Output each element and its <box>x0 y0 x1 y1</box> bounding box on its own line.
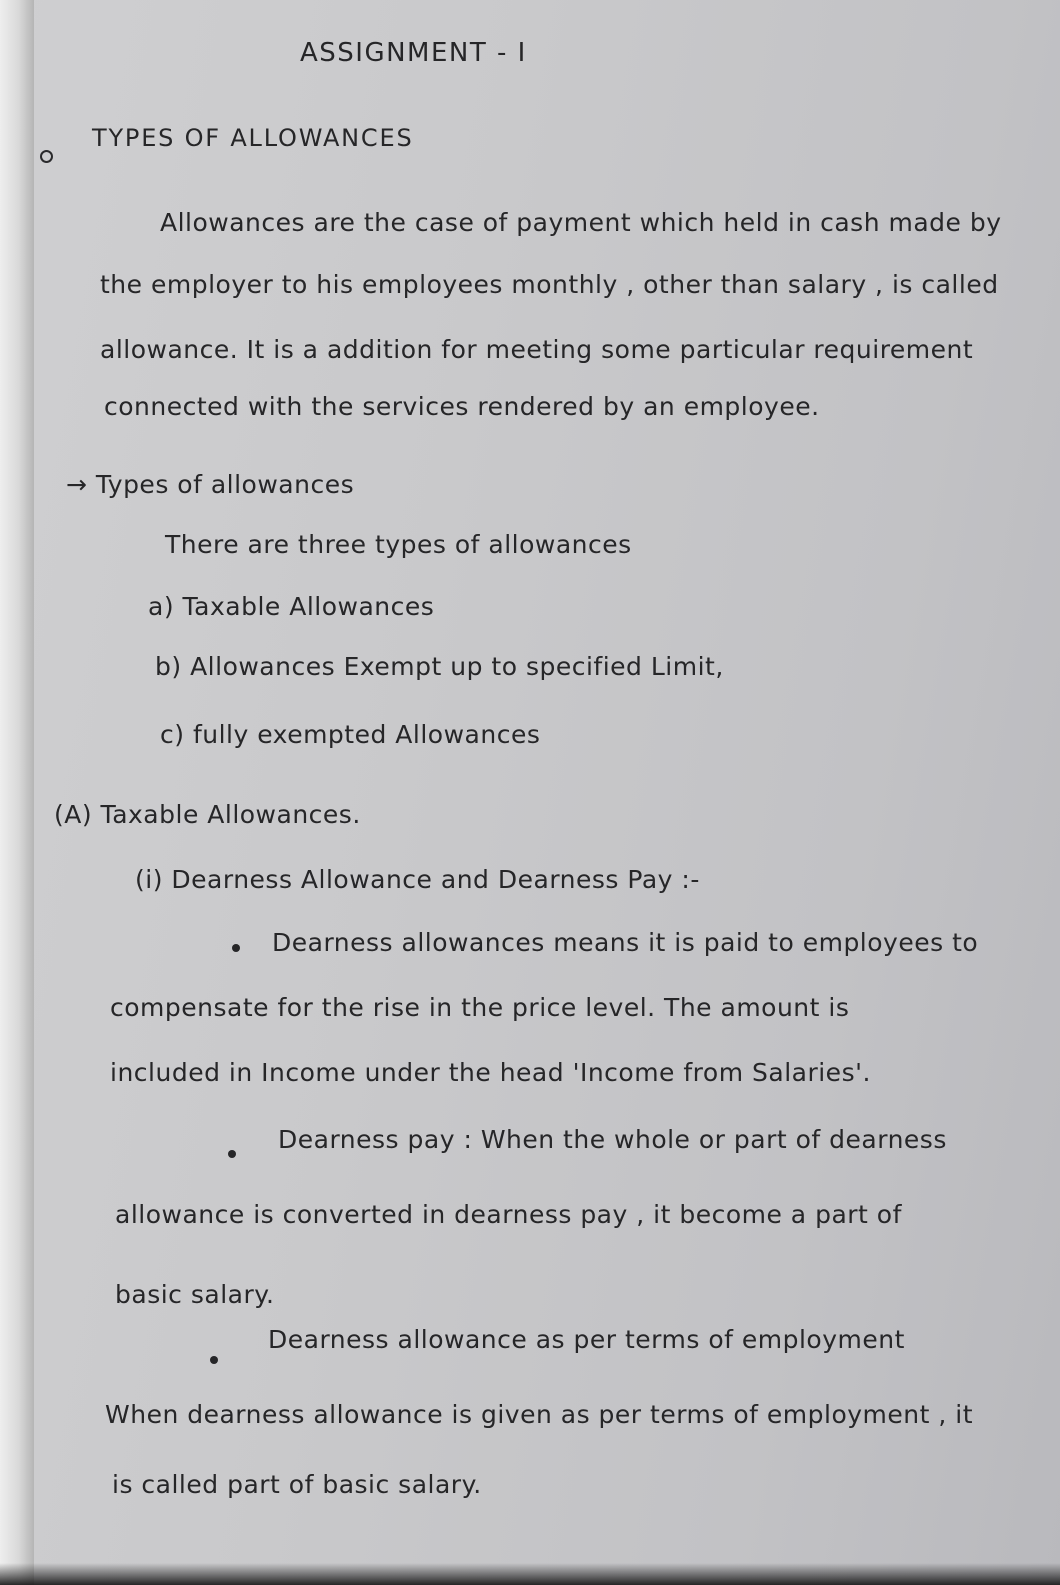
text-line: included in Income under the head 'Income from Salaries'. <box>110 1058 871 1087</box>
bullet-dot-icon <box>228 1150 236 1158</box>
page-binding-edge <box>0 0 34 1585</box>
list-item: a) Taxable Allowances <box>148 592 435 621</box>
text-line: When dearness allowance is given as per terms of employment , it <box>105 1400 974 1429</box>
text-line: is called part of basic salary. <box>112 1470 482 1499</box>
text-line: There are three types of allowances <box>165 530 632 559</box>
bullet-dot-icon <box>210 1356 218 1364</box>
text-line: connected with the services rendered by an employee. <box>104 392 820 421</box>
bullet-dot-icon <box>232 944 240 952</box>
text-line: compensate for the rise in the price level. The amount is <box>110 993 850 1022</box>
text-line: basic salary. <box>115 1280 275 1309</box>
assignment-title: ASSIGNMENT - I <box>300 38 527 68</box>
text-line: Allowances are the case of payment which held in cash made by <box>160 208 1002 237</box>
text-line: the employer to his employees monthly , other than salary , is called <box>100 270 999 299</box>
text-line: Dearness allowances means it is paid to employees to <box>272 928 979 957</box>
section-heading: TYPES OF ALLOWANCES <box>92 124 414 152</box>
page-bottom-shadow <box>0 1563 1060 1585</box>
text-line: Dearness pay : When the whole or part of dearness <box>278 1125 947 1154</box>
subheading-taxable: (A) Taxable Allowances. <box>54 800 361 829</box>
text-line: Dearness allowance as per terms of employment <box>268 1325 905 1354</box>
text-line: allowance. It is a addition for meeting some particular requirement <box>100 335 974 364</box>
list-item: c) fully exempted Allowances <box>160 720 541 749</box>
subheading-dearness: (i) Dearness Allowance and Dearness Pay :- <box>135 865 700 894</box>
subheading-types: → Types of allowances <box>66 470 355 499</box>
text-line: allowance is converted in dearness pay , it become a part of <box>115 1200 902 1229</box>
list-item: b) Allowances Exempt up to specified Limit, <box>155 652 724 681</box>
circle-bullet-icon <box>40 150 53 163</box>
